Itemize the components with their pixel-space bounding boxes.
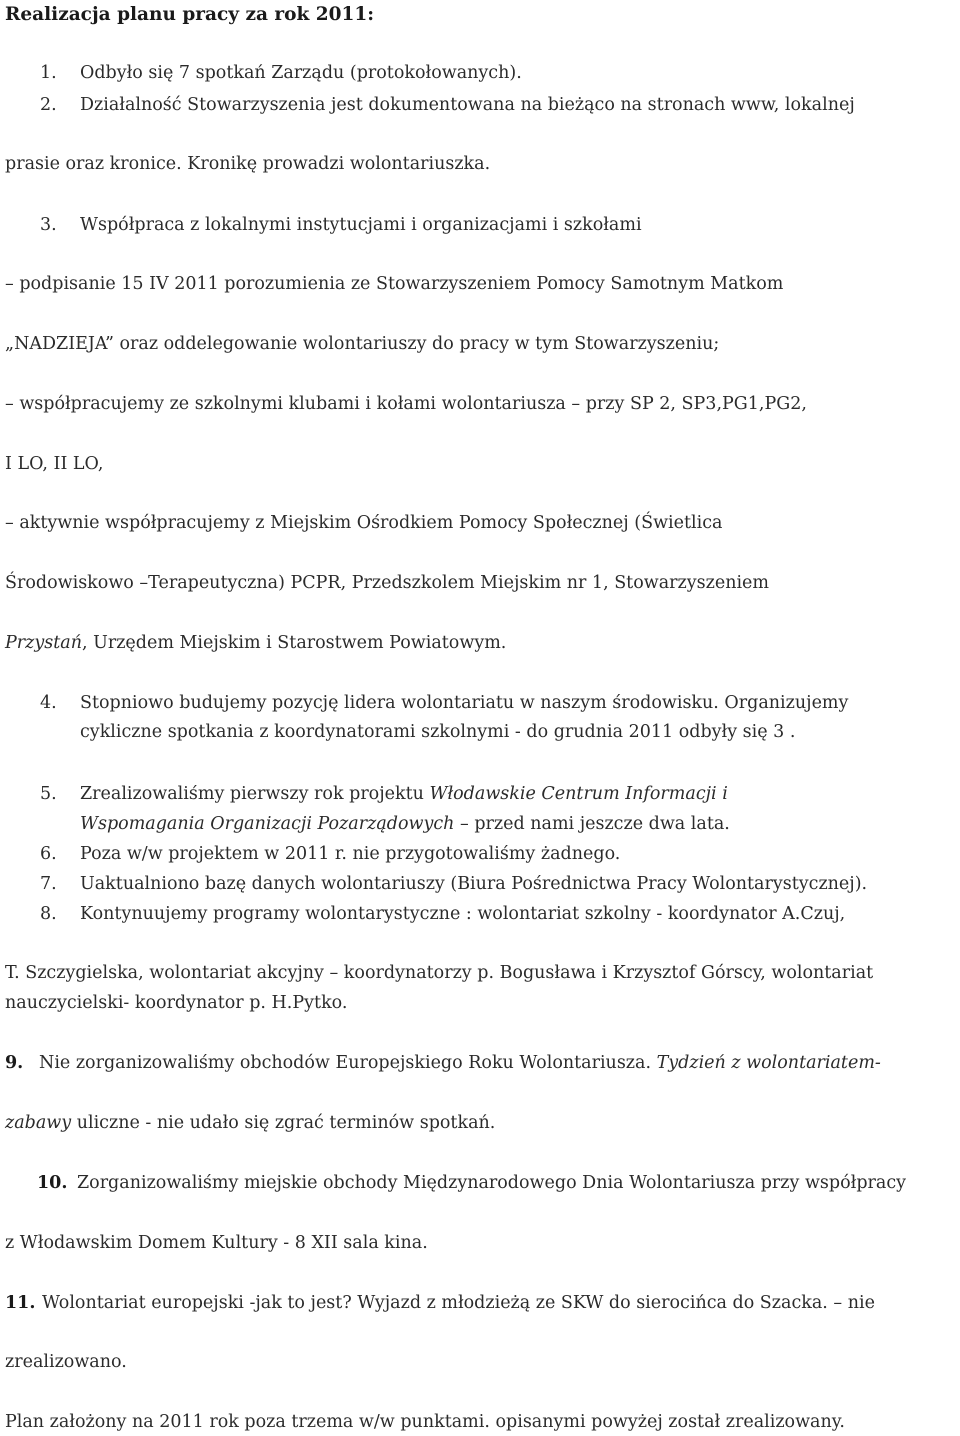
- item-3-number: 3.: [40, 215, 57, 235]
- item-5-number: 5.: [40, 784, 57, 804]
- item-9-italic-a: Tydzień z wolontariatem-: [656, 1053, 881, 1073]
- item-9-line-2-text: uliczne - nie udało się zgrać terminów spotkań.: [71, 1113, 496, 1133]
- item-3-heading: Współpraca z lokalnymi instytucjami i organizacjami i szkołami: [80, 215, 642, 235]
- item-4-line-1: Stopniowo budujemy pozycję lidera wolontariatu w naszym środowisku. Organizujemy: [80, 693, 849, 713]
- item-3-line-5: – aktywnie współpracujemy z Miejskim Ośrodkiem Pomocy Społecznej (Świetlica: [5, 513, 723, 533]
- item-10-line-2: z Włodawskim Domem Kultury - 8 XII sala kina.: [5, 1233, 428, 1253]
- item-8-line-2: T. Szczygielska, wolontariat akcyjny – koordynatorzy p. Bogusława i Krzysztof Górscy, wolontariat: [5, 963, 874, 983]
- document-title: Realizacja planu pracy za rok 2011:: [5, 4, 375, 25]
- item-11-line-2: zrealizowano.: [5, 1352, 127, 1372]
- item-9-number: 9.: [5, 1053, 24, 1073]
- item-3-line-4: I LO, II LO,: [5, 454, 104, 474]
- item-3-line-1: – podpisanie 15 IV 2011 porozumienia ze Stowarzyszeniem Pomocy Samotnym Matkom: [5, 274, 784, 294]
- item-3-line-7-rest: , Urzędem Miejskim i Starostwem Powiatowym.: [81, 633, 507, 653]
- item-8-line-1: Kontynuujemy programy wolontarystyczne : wolontariat szkolny - koordynator A.Czuj,: [80, 904, 846, 924]
- item-10-line-1: Zorganizowaliśmy miejskie obchody Międzynarodowego Dnia Wolontariusza przy współpracy: [77, 1173, 907, 1193]
- item-6-text: Poza w/w projektem w 2011 r. nie przygotowaliśmy żadnego.: [80, 844, 621, 864]
- item-2-number: 2.: [40, 95, 57, 115]
- item-11-line-1: Wolontariat europejski -jak to jest? Wyjazd z młodzieżą ze SKW do sierocińca do Szacka. – nie: [42, 1293, 875, 1313]
- item-1-text: Odbyło się 7 spotkań Zarządu (protokołowanych).: [80, 63, 522, 83]
- item-5-line-2: [80, 813, 730, 835]
- item-4-line-2: cykliczne spotkania z koordynatorami szkolnymi - do grudnia 2011 odbyły się 3 .: [80, 722, 796, 742]
- item-2-line-1: Działalność Stowarzyszenia jest dokumentowana na bieżąco na stronach www, lokalnej: [80, 95, 855, 115]
- item-3-line-3: – współpracujemy ze szkolnymi klubami i kołami wolontariusza – przy SP 2, SP3,PG1,PG2,: [5, 394, 807, 414]
- item-3-line-2: „NADZIEJA” oraz oddelegowanie wolontariuszy do pracy w tym Stowarzyszeniu;: [5, 334, 720, 354]
- item-9-line-2: [5, 1112, 495, 1134]
- closing-statement: Plan założony na 2011 rok poza trzema w/w punktami. opisanymi powyżej został zrealizowany.: [5, 1412, 845, 1432]
- item-2-line-2: prasie oraz kronice. Kronikę prowadzi wolontariuszka.: [5, 154, 491, 174]
- item-7-text: Uaktualniono bazę danych wolontariuszy (Biura Pośrednictwa Pracy Wolontarystycznej).: [80, 874, 868, 894]
- item-4-number: 4.: [40, 693, 57, 713]
- item-8-number: 8.: [40, 904, 57, 924]
- item-9-line-1-text: Nie zorganizowaliśmy obchodów Europejskiego Roku Wolontariusza.: [39, 1053, 657, 1073]
- item-5-line-2-text: – przed nami jeszcze dwa lata.: [454, 814, 730, 834]
- item-5-line-1-text: Zrealizowaliśmy pierwszy rok projektu: [80, 784, 430, 804]
- item-3-line-7: [5, 632, 506, 654]
- item-10-number: 10.: [37, 1173, 68, 1193]
- item-7-number: 7.: [40, 874, 57, 894]
- item-9-italic-b: zabawy: [5, 1113, 72, 1133]
- item-9-line-1: [39, 1052, 881, 1074]
- item-3-line-6: Środowiskowo –Terapeutyczna) PCPR, Przedszkolem Miejskim nr 1, Stowarzyszeniem: [5, 573, 770, 593]
- item-8-line-3: nauczycielski- koordynator p. H.Pytko.: [5, 993, 348, 1013]
- item-5-project-name-b: Wspomagania Organizacji Pozarządowych: [80, 814, 455, 834]
- item-1-number: 1.: [40, 63, 57, 83]
- item-5-project-name-a: Włodawskie Centrum Informacji i: [429, 784, 728, 804]
- item-5-line-1: [80, 783, 728, 805]
- item-11-number: 11.: [5, 1293, 36, 1313]
- item-6-number: 6.: [40, 844, 57, 864]
- item-3-italic-name: Przystań: [5, 633, 82, 653]
